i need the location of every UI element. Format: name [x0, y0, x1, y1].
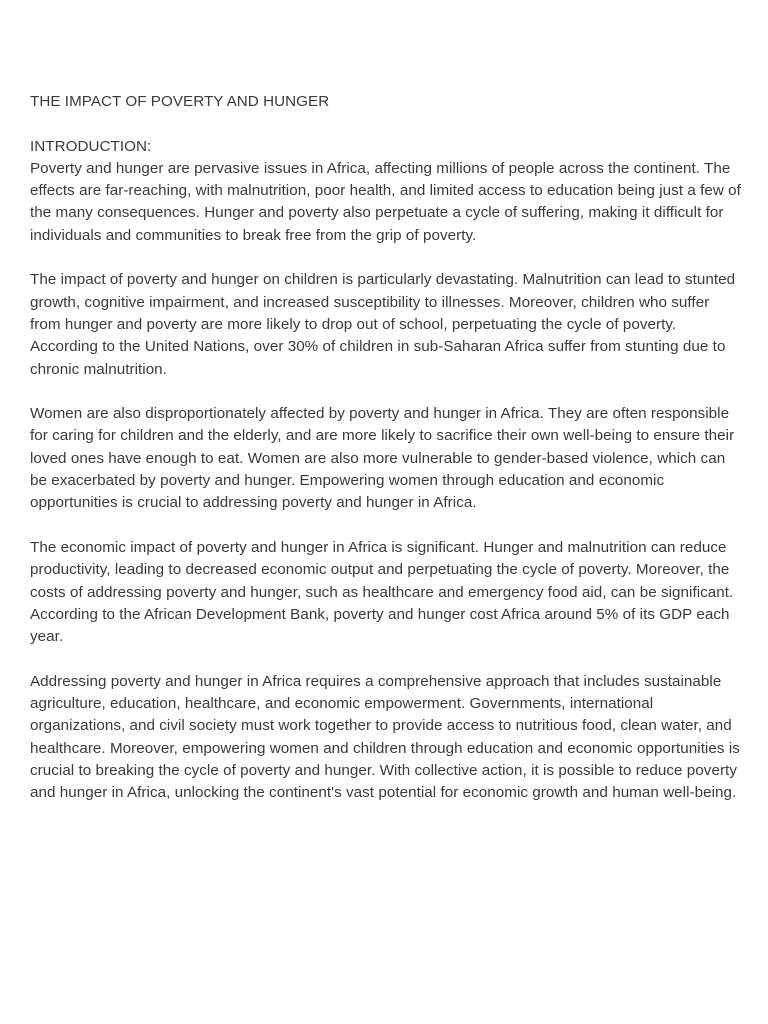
document-body — [30, 91, 742, 827]
paragraph-addressing: Addressing poverty and hunger in Africa requires a comprehensive approach that includes sustainable agriculture, education, healthcare, and economic empowerment. Governments, international organizations, and civil society must work together to provide access to nutritious food, clean water, and healthcare. Moreover, empowering women and children through education and economic opportunities is crucial to breaking the cycle of poverty and hunger. With collective action, it is possible to reduce poverty and hunger in Africa, unlocking the continent's vast potential for economic growth and human well-being. — [30, 672, 740, 802]
document-title: THE IMPACT OF POVERTY AND HUNGER — [30, 93, 330, 110]
paragraph-introduction: Poverty and hunger are pervasive issues in Africa, affecting millions of people across the continent. The effects are far-reaching, with malnutrition, poor health, and limited access to education being just a few of the many consequences. Hunger and poverty also perpetuate a cycle of suffering, making it difficult for individuals and communities to break free from the grip of poverty. — [30, 159, 741, 244]
introduction-heading: INTRODUCTION: — [30, 137, 152, 155]
paragraph-children: The impact of poverty and hunger on children is particularly devastating. Malnutrition can lead to stunted growth, cognitive impairment, and increased susceptibility to illnesses. Moreover, children who suffer from hunger and poverty are more likely to drop out of school, perpetuating the cycle of poverty. According to the United Nations, over 30% of children in sub-Saharan Africa suffer from stunting due to chronic malnutrition. — [30, 271, 736, 378]
paragraph-women: Women are also disproportionately affected by poverty and hunger in Africa. They are often responsible for caring for children and the elderly, and are more likely to sacrifice their own well-being to ensure their loved ones have enough to eat. Women are also more vulnerable to gender-based violence, which can be exacerbated by poverty and hunger. Empowering women through education and economic opportunities is crucial to addressing poverty and hunger in Africa. — [30, 405, 735, 512]
paragraph-economic-impact: The economic impact of poverty and hunger in Africa is significant. Hunger and malnutrition can reduce productivity, leading to decreased economic output and perpetuating the cycle of poverty. Moreover, the costs of addressing poverty and hunger, such as healthcare and emergency food aid, can be significant. According to the African Development Bank, poverty and hunger cost Africa around 5% of its GDP each year. — [30, 538, 734, 646]
